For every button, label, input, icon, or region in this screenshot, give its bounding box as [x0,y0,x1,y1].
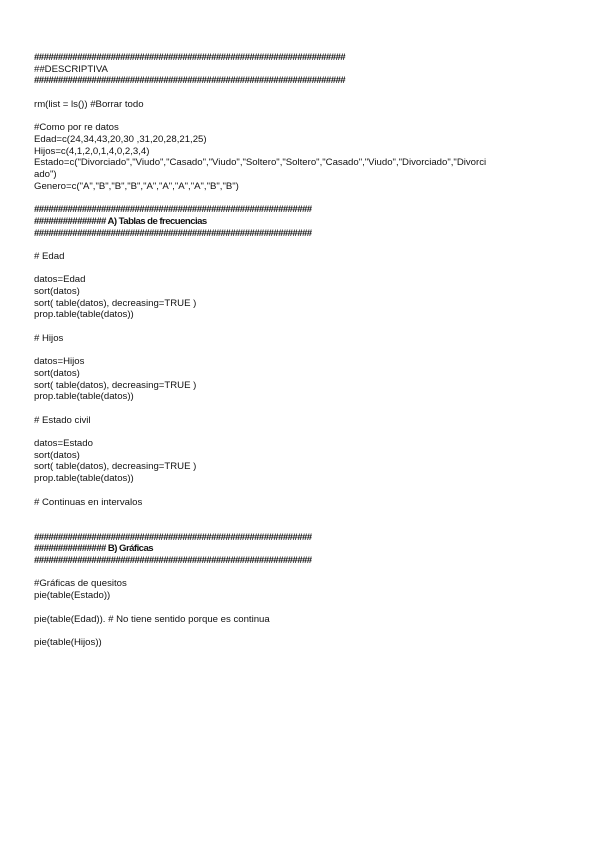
blank-line [34,263,566,275]
separator-line: ########################################################## [34,227,312,239]
blank-line [34,111,566,123]
code-line: sort( table(datos), decreasing=TRUE ) [34,297,197,309]
blank-line [34,520,566,532]
blank-line [34,192,566,204]
comment-line: # Edad [34,250,65,262]
code-line: pie(table(Hijos)) [34,636,102,648]
code-line: sort(datos) [34,449,80,461]
blank-line [34,567,566,579]
code-line: sort(datos) [34,285,80,297]
code-line: Genero=c("A","B","B","B","A","A","A","A","B","B") [34,180,239,192]
code-line: datos=Hijos [34,356,85,368]
code-line: datos=Edad [34,274,86,286]
code-line: rm(list = ls()) #Borrar todo [34,98,144,110]
blank-line [34,403,566,415]
code-line: ado") [34,169,57,180]
code-line: sort( table(datos), decreasing=TRUE ) [34,379,197,391]
code-line: sort( table(datos), decreasing=TRUE ) [34,461,197,473]
section-heading: ############### A) Tablas de frecuencias [34,215,207,227]
blank-line [34,508,566,520]
code-line: sort(datos) [34,367,80,379]
code-line: prop.table(table(datos)) [34,391,134,403]
comment-line: ##DESCRIPTIVA [34,63,108,75]
blank-line [34,426,566,438]
section-heading: ############### B) Gráficas [34,543,154,555]
code-line: pie(table(Estado)) [34,590,111,602]
code-line: datos=Estado [34,438,93,450]
code-line: Edad=c(24,34,43,20,30 ,31,20,28,21,25) [34,133,207,145]
separator-line: ########################################################## [34,531,312,543]
comment-line: # Estado civil [34,414,91,426]
separator-line: ################################################################# [34,52,346,63]
separator-line: ########################################################## [34,555,312,567]
blank-line [34,239,566,251]
blank-line [34,625,566,637]
comment-line: # Continuas en intervalos [34,496,143,508]
code-document [34,52,566,649]
blank-line [34,87,566,99]
code-line: prop.table(table(datos)) [34,473,134,485]
comment-line: # Hijos [34,332,64,344]
comment-line: #Gráficas de quesitos [34,578,127,590]
separator-line: ################################################################# [34,75,346,87]
blank-line [34,485,566,497]
code-line: Hijos=c(4,1,2,0,1,4,0,2,3,4) [34,145,150,157]
blank-line [34,602,566,614]
comment-line: #Como por re datos [34,122,119,134]
separator-line: ########################################################## [34,204,312,216]
code-line: prop.table(table(datos)) [34,309,134,321]
blank-line [34,321,566,333]
blank-line [34,344,566,356]
code-line: Estado=c("Divorciado","Viudo","Casado","Viudo","Soltero","Soltero","Casado","Viudo","Divorciado","Divorci [34,157,487,169]
code-line: pie(table(Edad)). # No tiene sentido porque es continua [34,613,270,625]
